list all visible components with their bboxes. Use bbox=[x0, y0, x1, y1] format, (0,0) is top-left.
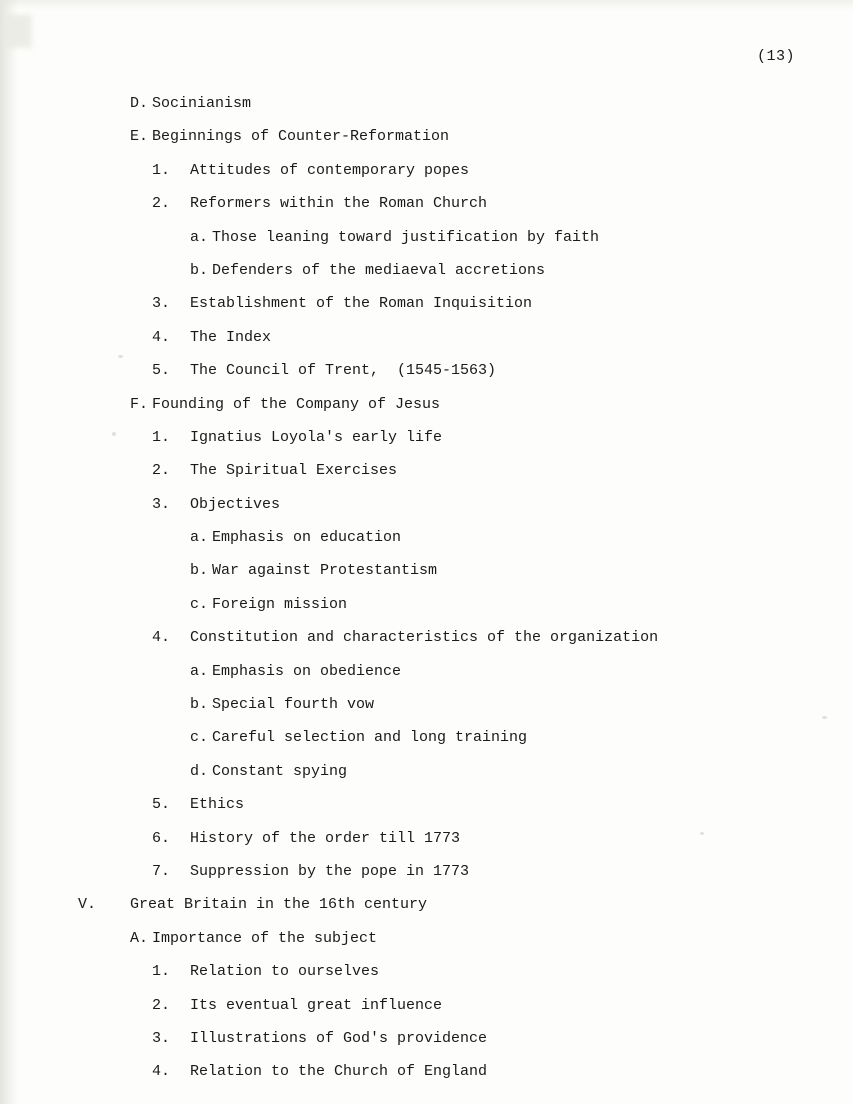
outline-entry bbox=[0, 363, 853, 396]
outline-entry-marker: 3. bbox=[152, 495, 171, 513]
outline-entry-text: Emphasis on obedience bbox=[212, 662, 402, 680]
outline-entry-text: Socinianism bbox=[152, 95, 252, 112]
outline-entry-text: Careful selection and long training bbox=[212, 729, 528, 747]
outline-entry bbox=[0, 296, 853, 329]
outline-entry bbox=[0, 463, 853, 496]
outline-entry-marker: 4. bbox=[152, 328, 171, 346]
outline-entry-marker: 6. bbox=[152, 829, 171, 847]
outline-entry bbox=[0, 630, 853, 663]
outline-entry-marker: a. bbox=[190, 662, 209, 680]
outline-entry bbox=[0, 397, 853, 430]
outline-entry bbox=[0, 730, 853, 763]
outline-entry-marker: 5. bbox=[152, 362, 171, 380]
outline-entry-marker: F. bbox=[130, 395, 149, 413]
outline-entry-text: Beginnings of Counter-Reformation bbox=[152, 128, 450, 146]
scan-corner-artifact bbox=[6, 14, 32, 48]
scan-edge-artifact-top bbox=[0, 0, 853, 10]
outline-entry-marker: b. bbox=[190, 261, 209, 279]
outline-entry bbox=[0, 497, 853, 530]
outline-entry bbox=[0, 964, 853, 997]
outline-entry-text: The Spiritual Exercises bbox=[190, 462, 398, 480]
outline-entry-marker: c. bbox=[190, 595, 209, 613]
outline-entry bbox=[0, 196, 853, 229]
outline-entry-marker: 4. bbox=[152, 1063, 171, 1081]
outline-entry-text: War against Protestantism bbox=[212, 562, 438, 580]
outline-entry-text: Illustrations of God's providence bbox=[190, 1029, 488, 1047]
outline-entry-text: Constitution and characteristics of the organization bbox=[190, 629, 659, 647]
outline-entry bbox=[0, 1064, 853, 1097]
outline-entry bbox=[0, 697, 853, 730]
outline-entry-text: Ignatius Loyola's early life bbox=[190, 428, 443, 446]
outline-entry-text: Emphasis on education bbox=[212, 529, 402, 547]
outline-entry-marker: 1. bbox=[152, 428, 171, 446]
outline-entry-marker: 2. bbox=[152, 462, 171, 480]
outline-entry-marker: d. bbox=[190, 762, 209, 780]
outline-entry-text: Attitudes of contemporary popes bbox=[190, 161, 470, 179]
outline-entry bbox=[0, 129, 853, 162]
outline-entry bbox=[0, 998, 853, 1031]
outline-entry bbox=[0, 797, 853, 830]
outline-list bbox=[0, 96, 853, 1098]
outline-entry-text: The Index bbox=[190, 328, 272, 346]
outline-entry bbox=[0, 897, 853, 930]
outline-entry-marker: 3. bbox=[152, 295, 171, 313]
outline-entry-text: Reformers within the Roman Church bbox=[190, 195, 488, 213]
outline-entry-text: Those leaning toward justification by faith bbox=[212, 228, 600, 246]
outline-entry bbox=[0, 597, 853, 630]
outline-entry-text: Relation to the Church of England bbox=[190, 1063, 488, 1081]
outline-entry-marker: E. bbox=[130, 128, 149, 146]
outline-entry-text: Defenders of the mediaeval accretions bbox=[212, 261, 546, 279]
outline-entry-marker: a. bbox=[190, 529, 209, 547]
outline-entry-text: Foreign mission bbox=[212, 595, 348, 613]
outline-entry-marker: b. bbox=[190, 562, 209, 580]
outline-entry-marker: 1. bbox=[152, 161, 171, 179]
outline-entry-marker: c. bbox=[190, 729, 209, 747]
outline-entry bbox=[0, 530, 853, 563]
outline-entry bbox=[0, 230, 853, 263]
outline-entry-marker: a. bbox=[190, 228, 209, 246]
outline-entry bbox=[0, 831, 853, 864]
page-number: (13) bbox=[756, 48, 795, 65]
outline-entry-marker: 2. bbox=[152, 996, 171, 1014]
outline-entry-marker: 2. bbox=[152, 195, 171, 213]
outline-entry-text: Constant spying bbox=[212, 762, 348, 780]
outline-entry bbox=[0, 864, 853, 897]
outline-entry-text: Its eventual great influence bbox=[190, 996, 443, 1014]
outline-entry-marker: V. bbox=[78, 896, 97, 914]
outline-entry-marker: 7. bbox=[152, 862, 171, 880]
outline-entry bbox=[0, 664, 853, 697]
outline-entry bbox=[0, 330, 853, 363]
outline-entry bbox=[0, 1031, 853, 1064]
outline-entry-marker: 3. bbox=[152, 1029, 171, 1047]
outline-entry bbox=[0, 430, 853, 463]
outline-entry-marker: b. bbox=[190, 696, 209, 714]
outline-entry-text: Importance of the subject bbox=[152, 929, 378, 947]
outline-entry bbox=[0, 163, 853, 196]
outline-entry-text: Suppression by the pope in 1773 bbox=[190, 862, 470, 880]
outline-entry-text: Objectives bbox=[190, 495, 281, 513]
outline-entry bbox=[0, 263, 853, 296]
outline-entry bbox=[0, 563, 853, 596]
outline-entry-text: Great Britain in the 16th century bbox=[130, 896, 428, 914]
outline-entry-text: Founding of the Company of Jesus bbox=[152, 395, 441, 413]
outline-entry-marker: A. bbox=[130, 929, 149, 947]
outline-entry-text: The Council of Trent, (1545-1563) bbox=[190, 362, 497, 380]
outline-entry-text: Establishment of the Roman Inquisition bbox=[190, 295, 533, 313]
outline-entry-marker: 5. bbox=[152, 796, 171, 814]
outline-entry-text: Special fourth vow bbox=[212, 696, 375, 714]
outline-entry bbox=[0, 96, 853, 129]
outline-entry-marker: D. bbox=[130, 95, 149, 112]
outline-entry-marker: 1. bbox=[152, 963, 171, 981]
outline-entry bbox=[0, 764, 853, 797]
outline-entry-text: Relation to ourselves bbox=[190, 963, 380, 981]
outline-entry-text: Ethics bbox=[190, 796, 245, 814]
outline-entry-text: History of the order till 1773 bbox=[190, 829, 461, 847]
outline-entry-marker: 4. bbox=[152, 629, 171, 647]
outline-entry bbox=[0, 931, 853, 964]
